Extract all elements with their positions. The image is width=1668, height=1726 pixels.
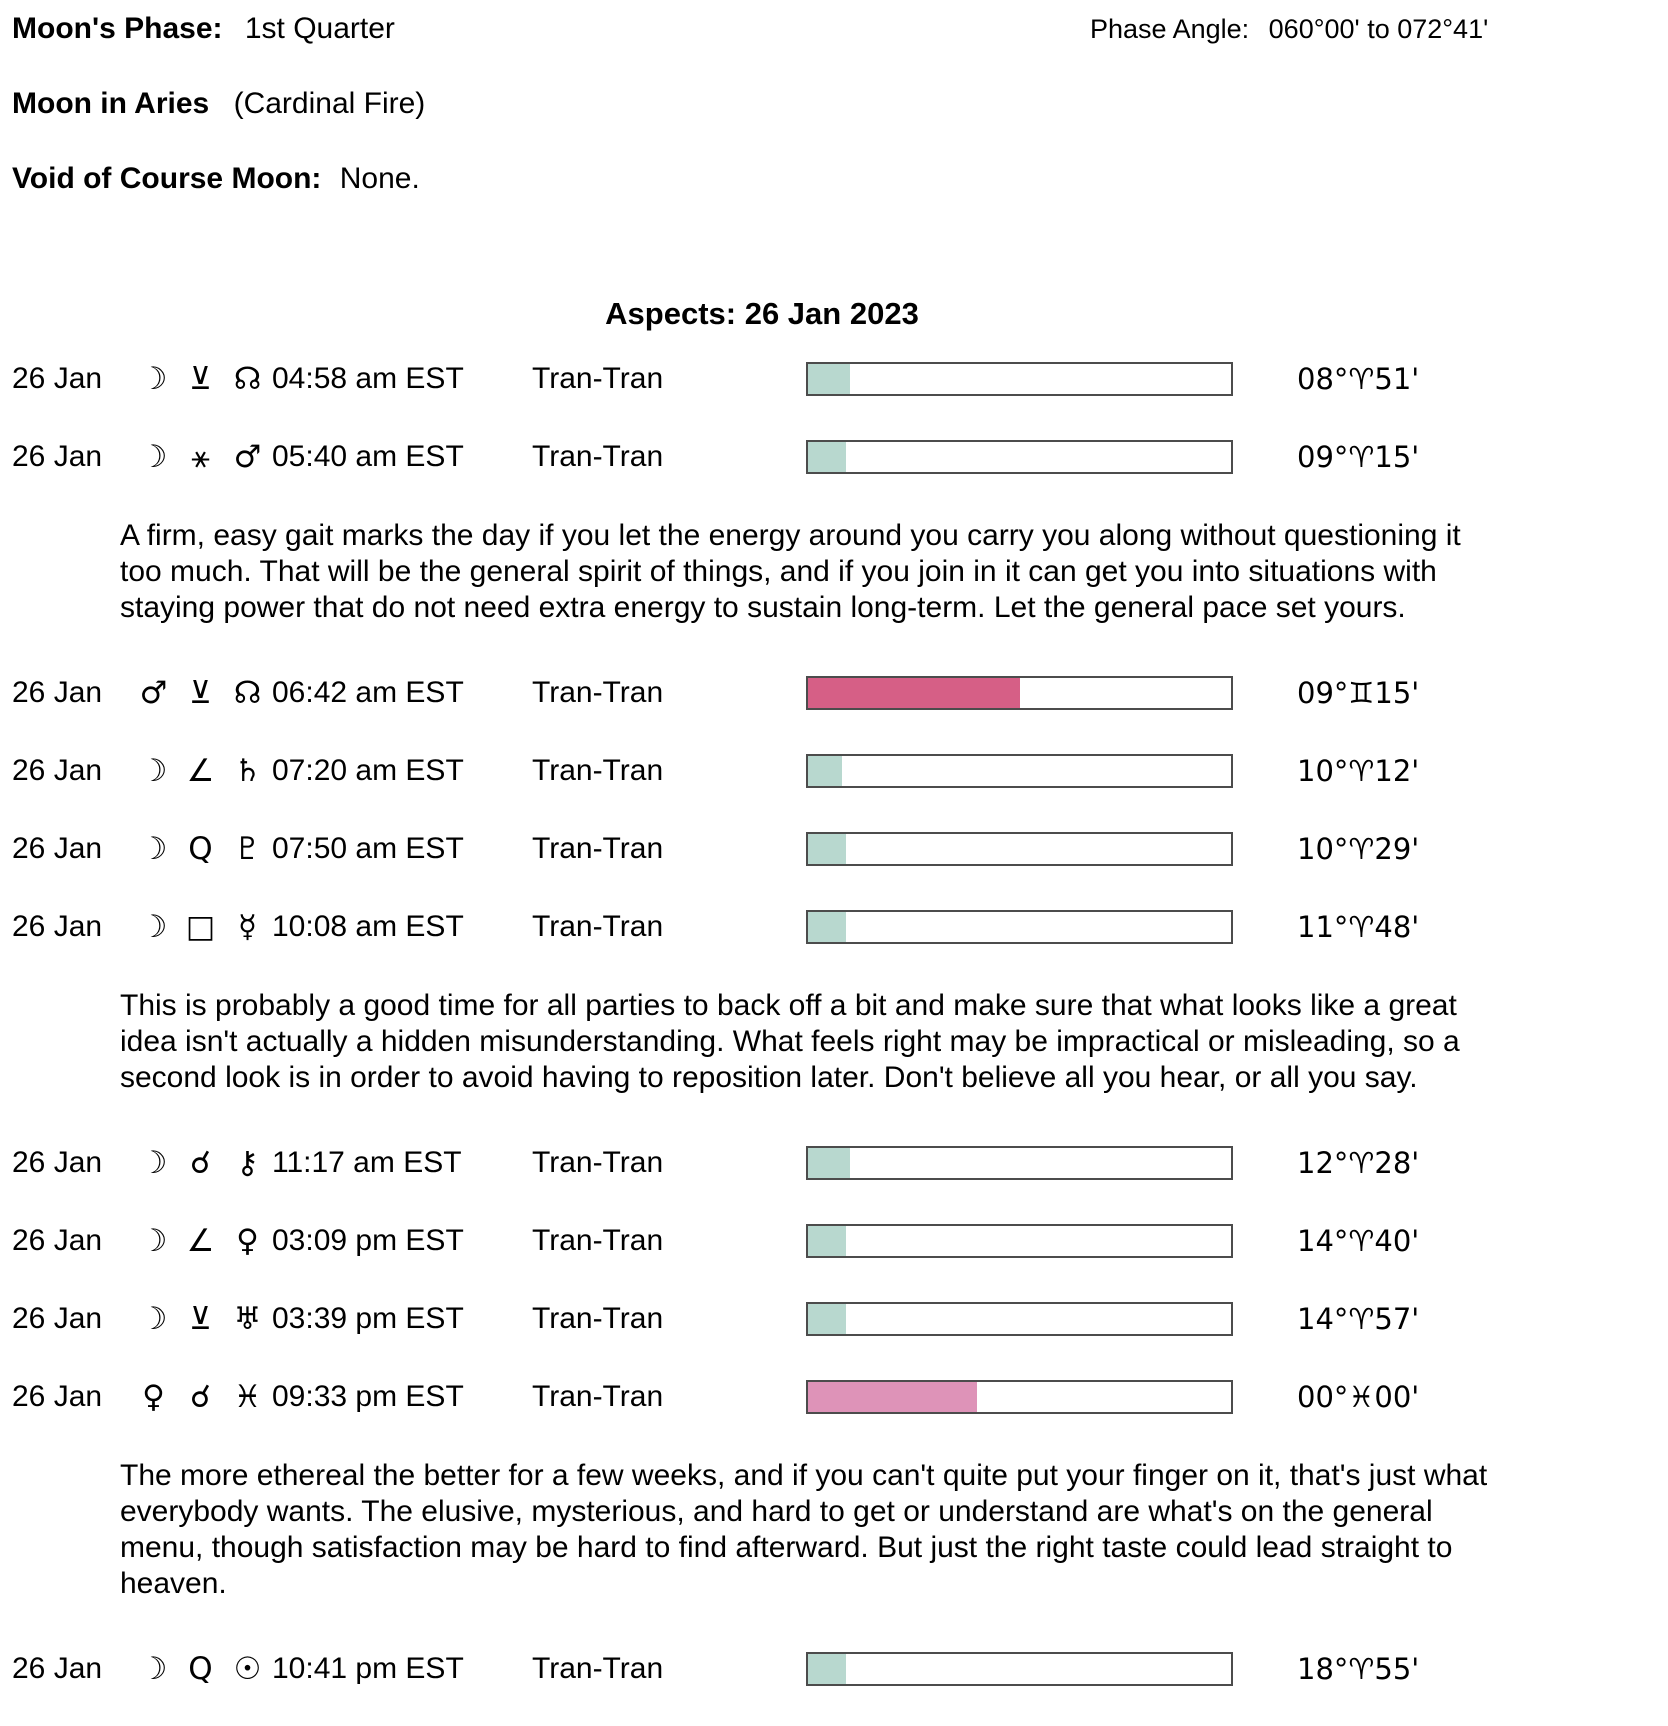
aspect-row <box>12 910 1668 944</box>
void-of-course-value: None. <box>339 162 420 195</box>
aspect-position-value: 10°♈12' <box>1297 754 1420 788</box>
aspect-row-block <box>12 1380 1668 1602</box>
aspect-position-value: 09°♈15' <box>1297 440 1420 474</box>
aspect-time: 05:40 am EST <box>272 440 464 473</box>
moon-phase-value: 1st Quarter <box>244 12 395 45</box>
orb-bar-fill <box>808 1148 850 1178</box>
aspect-type: Tran-Tran <box>532 832 664 865</box>
orb-bar-fill <box>808 442 846 472</box>
orb-bar-fill <box>808 678 1020 708</box>
aspect-row <box>12 832 1668 866</box>
aspect-date: 26 Jan <box>12 754 103 787</box>
orb-bar-fill <box>808 756 842 786</box>
aspect-date: 26 Jan <box>12 440 103 473</box>
aspect-type: Tran-Tran <box>532 754 664 787</box>
moon-sign-line <box>12 87 1668 121</box>
venus-icon: ♀ <box>236 1223 259 1259</box>
aspect-type: Tran-Tran <box>532 1380 664 1413</box>
aspect-date: 26 Jan <box>12 362 103 395</box>
aspect-type: Tran-Tran <box>532 910 664 943</box>
orb-bar <box>806 1302 1233 1336</box>
moon-icon: ☽ <box>139 1301 168 1337</box>
aspect-type: Tran-Tran <box>532 676 664 709</box>
mars-icon: ♂ <box>233 438 262 475</box>
orb-bar <box>806 1380 1233 1414</box>
aspect-time: 04:58 am EST <box>272 362 464 395</box>
pisces-icon: ♓ <box>233 1379 262 1415</box>
aspect-time: 10:41 pm EST <box>272 1652 464 1685</box>
moon-icon: ☽ <box>139 831 168 867</box>
aspect-glyphs <box>130 1223 272 1259</box>
aspect-row-block <box>12 1652 1668 1686</box>
orb-bar <box>806 440 1233 474</box>
aspect-time: 09:33 pm EST <box>272 1380 464 1413</box>
aspect-time: 07:20 am EST <box>272 754 464 787</box>
aspect-type: Tran-Tran <box>532 440 664 473</box>
aspect-position-value: 14°♈57' <box>1297 1302 1420 1336</box>
aspect-row <box>12 1380 1668 1414</box>
aspect-row <box>12 676 1668 710</box>
aspect-glyphs <box>130 439 272 476</box>
phase-angle <box>1090 14 1488 45</box>
aspect-row <box>12 1146 1668 1180</box>
aspect-date: 26 Jan <box>12 1302 103 1335</box>
aspect-time: 10:08 am EST <box>272 910 464 943</box>
aspect-glyphs <box>130 831 272 867</box>
aspect-type: Tran-Tran <box>532 1146 664 1179</box>
aspect-type: Tran-Tran <box>532 1224 664 1257</box>
aspect-position-value: 08°♈51' <box>1297 362 1420 396</box>
aspect-row <box>12 362 1668 396</box>
aspect-type: Tran-Tran <box>532 1302 664 1335</box>
aspect-time: 06:42 am EST <box>272 676 464 709</box>
moon-icon: ☽ <box>139 361 168 397</box>
aspect-time: 07:50 am EST <box>272 832 464 865</box>
aspects-title: Aspects: 26 Jan 2023 <box>605 296 919 331</box>
aspect-note: A firm, easy gait marks the day if you let the energy around you carry you along without questioning it too much. That will be the general spirit of things, and if you join in it can get you into situations with staying power that do not need extra energy to sustain long-term. Let the general pace set yours. <box>120 519 1461 624</box>
saturn-icon: ♄ <box>233 753 262 789</box>
conjunction-icon: ☌ <box>190 1379 211 1415</box>
moon-icon: ☽ <box>139 438 168 475</box>
aspect-position-value: 10°♈29' <box>1297 832 1420 866</box>
aspect-row <box>12 1652 1668 1686</box>
north-node-icon: ☊ <box>233 675 262 711</box>
aspect-row-block <box>12 1146 1668 1180</box>
orb-bar-fill <box>808 912 846 942</box>
uranus-icon: ♅ <box>233 1301 262 1337</box>
aspect-glyphs <box>130 1651 272 1687</box>
quintile-icon: Q <box>188 1651 213 1687</box>
moon-icon: ☽ <box>139 909 168 945</box>
moon-icon: ☽ <box>139 1145 168 1181</box>
aspect-row-block <box>12 910 1668 1096</box>
mars-icon: ♂ <box>139 675 168 711</box>
aspect-row <box>12 754 1668 788</box>
orb-bar-fill <box>808 834 846 864</box>
aspect-note: The more ethereal the better for a few weeks, and if you can't quite put your finger on it, that's just what everybody wants. The elusive, mysterious, and hard to get or understand are what's on the general menu, though satisfaction may be hard to find afterward. But just the right taste could lead straight to heaven. <box>120 1459 1488 1600</box>
aspect-date: 26 Jan <box>12 1652 103 1685</box>
orb-bar-fill <box>808 1226 846 1256</box>
aspect-note: This is probably a good time for all parties to back off a bit and make sure that what looks like a great idea isn't actually a hidden misunderstanding. What feels right may be impractical or misleading, so a second look is in order to avoid having to reposition later. Don't believe all you hear, or all you say. <box>120 989 1460 1094</box>
aspect-list <box>12 362 1668 1686</box>
orb-bar-fill <box>808 364 850 394</box>
aspect-glyphs <box>130 675 272 711</box>
orb-bar <box>806 910 1233 944</box>
aspect-date: 26 Jan <box>12 1380 103 1413</box>
aspect-position-value: 00°♓00' <box>1297 1380 1420 1414</box>
aspect-position-value: 09°♊15' <box>1297 676 1420 710</box>
aspect-glyphs <box>130 1379 272 1415</box>
aspect-date: 26 Jan <box>12 1224 103 1257</box>
semisextile-icon: ⊻ <box>189 675 212 711</box>
phase-angle-label: Phase Angle: <box>1090 14 1250 44</box>
aspect-glyphs <box>130 753 272 789</box>
aspect-date: 26 Jan <box>12 832 103 865</box>
orb-bar-fill <box>808 1382 977 1412</box>
semisextile-icon: ⊻ <box>189 1301 212 1337</box>
aspect-glyphs <box>130 1145 272 1181</box>
void-of-course-label: Void of Course Moon: <box>12 162 322 195</box>
aspect-row-block <box>12 362 1668 396</box>
aspect-position-value: 14°♈40' <box>1297 1224 1420 1258</box>
aspect-time: 03:39 pm EST <box>272 1302 464 1335</box>
moon-sign-label: Moon in Aries <box>12 87 210 120</box>
orb-bar <box>806 362 1233 396</box>
orb-bar <box>806 1224 1233 1258</box>
north-node-icon: ☊ <box>233 361 262 397</box>
orb-bar <box>806 754 1233 788</box>
phase-angle-value: 060°00' to 072°41' <box>1268 14 1489 44</box>
aspect-row <box>12 1302 1668 1336</box>
aspect-type: Tran-Tran <box>532 362 664 395</box>
orb-bar-fill <box>808 1304 846 1334</box>
aspect-row-block <box>12 1224 1668 1258</box>
aspect-row-block <box>12 754 1668 788</box>
moon-icon: ☽ <box>139 1223 168 1259</box>
aspect-position-value: 11°♈48' <box>1297 910 1420 944</box>
moon-phase-label: Moon's Phase: <box>12 12 223 45</box>
conjunction-icon: ☌ <box>190 1145 211 1181</box>
aspect-glyphs <box>130 909 272 945</box>
venus-icon: ♀ <box>142 1379 165 1415</box>
orb-bar <box>806 1652 1233 1686</box>
orb-bar <box>806 676 1233 710</box>
semisquare-icon: ∠ <box>186 753 215 789</box>
aspect-date: 26 Jan <box>12 1146 103 1179</box>
moon-sign-detail: (Cardinal Fire) <box>233 87 426 120</box>
aspect-position-value: 18°♈55' <box>1297 1652 1420 1686</box>
chiron-icon: ⚷ <box>236 1145 259 1181</box>
quintile-icon: Q <box>188 831 213 867</box>
aspect-date: 26 Jan <box>12 910 103 943</box>
square-icon: □ <box>185 909 216 945</box>
semisextile-icon: ⊻ <box>189 361 212 397</box>
aspect-row-block <box>12 832 1668 866</box>
aspect-row <box>12 440 1668 474</box>
void-of-course-line <box>12 162 1668 196</box>
moon-icon: ☽ <box>139 1651 168 1687</box>
aspect-row-block <box>12 676 1668 710</box>
mercury-icon: ☿ <box>237 909 258 945</box>
semisquare-icon: ∠ <box>186 1223 215 1259</box>
aspect-position-value: 12°♈28' <box>1297 1146 1420 1180</box>
pluto-icon: ♇ <box>233 831 262 867</box>
moon-icon: ☽ <box>139 753 168 789</box>
sextile-icon: ⚹ <box>191 438 210 475</box>
aspect-type: Tran-Tran <box>532 1652 664 1685</box>
orb-bar <box>806 832 1233 866</box>
aspect-time: 11:17 am EST <box>272 1146 462 1179</box>
aspect-row-block <box>12 1302 1668 1336</box>
aspect-date: 26 Jan <box>12 676 103 709</box>
aspect-time: 03:09 pm EST <box>272 1224 464 1257</box>
sun-icon: ☉ <box>233 1651 262 1687</box>
orb-bar <box>806 1146 1233 1180</box>
aspect-glyphs <box>130 1301 272 1337</box>
orb-bar-fill <box>808 1654 846 1684</box>
aspect-glyphs <box>130 361 272 397</box>
aspect-row <box>12 1224 1668 1258</box>
aspect-row-block <box>12 440 1668 626</box>
